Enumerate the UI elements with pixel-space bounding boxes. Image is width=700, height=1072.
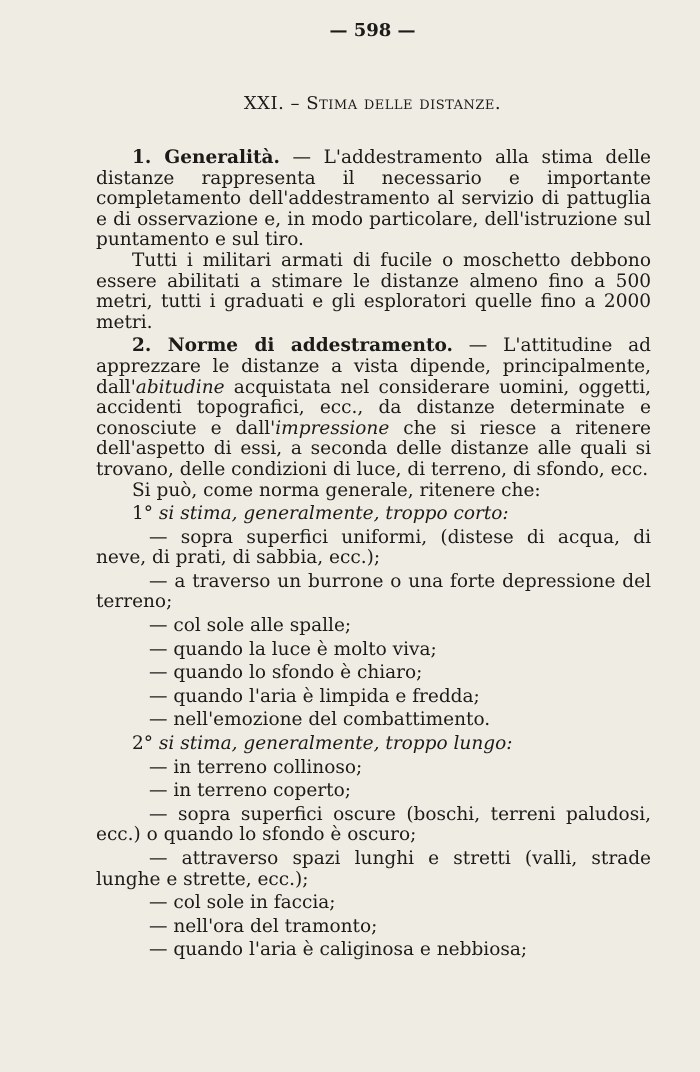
heading-norme: 2. Norme di addestramento. <box>132 335 453 357</box>
list-item: — sopra superfici oscure (boschi, terreni paludosi, ecc.) o quando lo sfondo è oscuro; <box>96 803 651 846</box>
list-item: — in terreno collinoso; <box>149 756 363 778</box>
paragraph-norma-generale: Si può, come norma generale, ritenere che: <box>132 479 541 501</box>
paragraph-militari: Tutti i militari armati di fucile o moschetto debbono essere abilitati a stimare le distanze almeno fino a 500 metri, tutti i graduati e gli esploratori quelle fino a 2000 metri. <box>96 249 651 333</box>
section-number: XXI. – <box>243 93 301 114</box>
list-item: — in terreno coperto; <box>149 780 351 802</box>
paragraph-norme <box>96 336 651 480</box>
list-heading-long <box>96 734 651 755</box>
list-item: — quando la luce è molto viva; <box>149 638 437 660</box>
list-heading-short <box>96 504 651 525</box>
heading-generalita: 1. Generalità. <box>132 147 280 168</box>
emphasis-impressione: impressione <box>275 417 390 439</box>
paragraph-text: — L'addestramento alla stima delle distanze rappresenta il necessario e importante completamento dell'addestramento al servizio di pattuglia e di osservazione e, in modo particolare, dell'istruzione sul puntamento e sul tiro. <box>96 147 651 251</box>
list-label: 1° <box>132 503 154 525</box>
list-item: — col sole in faccia; <box>149 892 336 914</box>
list-item: — a traverso un burrone o una forte depressione del terreno; <box>96 570 651 613</box>
list-item: — attraverso spazi lunghi e stretti (valli, strade lunghe e strette, ecc.); <box>96 848 651 890</box>
page-number: — 598 — <box>329 20 416 41</box>
list-item: — sopra superfici uniformi, (distese di acqua, di neve, di prati, di sabbia, ecc.); <box>96 526 651 569</box>
list-heading-text: si stima, generalmente, troppo corto: <box>158 503 509 525</box>
paragraph-text: che si riesce a ritenere dell'aspetto di essi, a seconda delle distanze alle quali si trovano, delle condizioni di luce, di terreno, di sfondo, ecc. <box>96 417 651 480</box>
list-heading-text: si stima, generalmente, troppo lungo: <box>158 733 513 755</box>
paragraph-text: acquistata nel considerare uomini, oggetti, accidenti topografici, ecc., da distanze determinate e conosciute e dall' <box>96 376 651 439</box>
list-item: — quando lo sfondo è chiaro; <box>149 662 423 684</box>
emphasis-abitudine: abitudine <box>135 376 225 398</box>
list-item: — col sole alle spalle; <box>149 615 352 637</box>
list-item: — nell'emozione del combattimento. <box>149 709 491 731</box>
paragraph-text: — L'attitudine ad apprezzare le distanze a vista dipende, principalmente, dall' <box>96 335 652 398</box>
body-text <box>96 148 651 961</box>
list-label: 2° <box>132 733 154 755</box>
section-title <box>0 93 700 114</box>
section-title-text: Stima delle distanze. <box>306 93 502 114</box>
list-item: — quando l'aria è caliginosa e nebbiosa; <box>149 939 528 961</box>
list-item: — quando l'aria è limpida e fredda; <box>149 685 480 707</box>
list-item: — nell'ora del tramonto; <box>149 915 378 937</box>
paragraph-generalita <box>96 148 651 251</box>
